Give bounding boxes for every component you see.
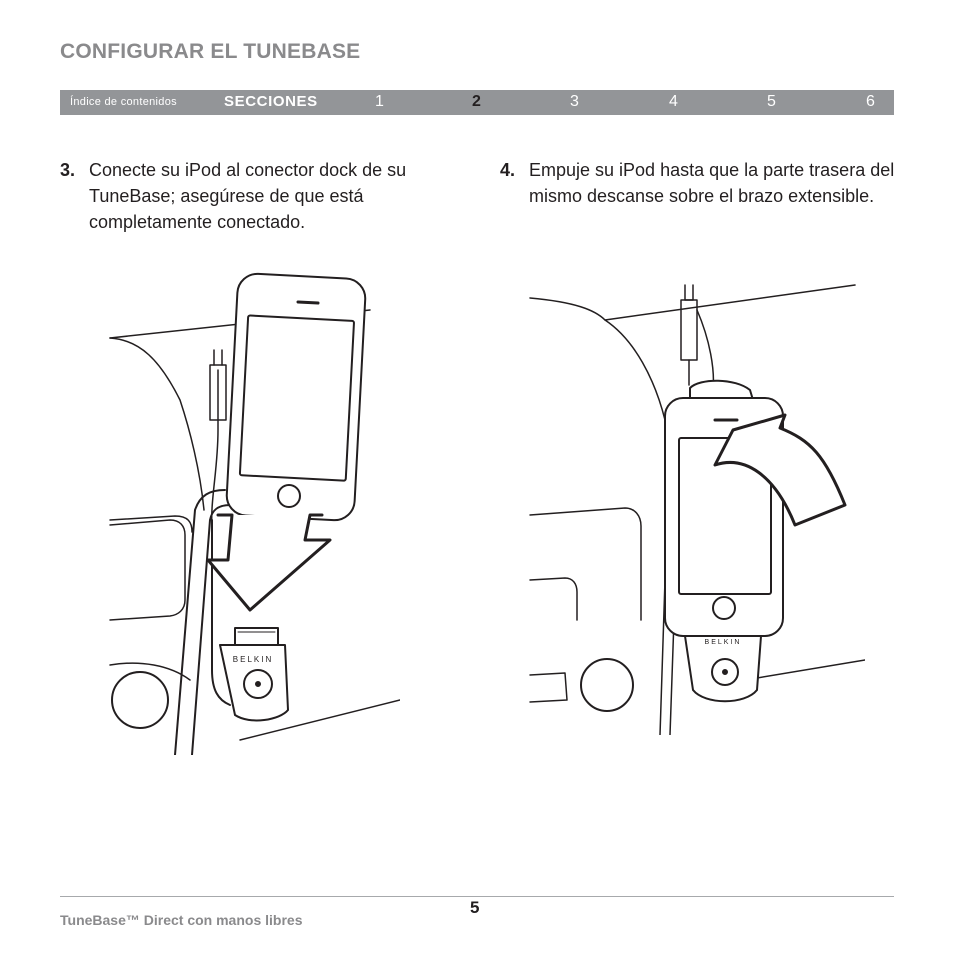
step-3-text: Conecte su iPod al conector dock de su TuneBase; asegúrese de que está completamente conectado. [89, 160, 407, 232]
footer-divider [60, 896, 894, 897]
sections-label: SECCIONES [224, 93, 318, 110]
belkin-dock-icon [685, 636, 761, 701]
illustration-push-ipod [525, 280, 865, 735]
step-3-number: 3. [60, 160, 76, 180]
step-4-number: 4. [500, 160, 516, 180]
step-4-text: Empuje su iPod hasta que la parte trasera del mismo descanse sobre el brazo extensible. [529, 160, 895, 206]
section-nav-bar [60, 90, 894, 115]
section-title: CONFIGURAR EL TUNEBASE [60, 40, 361, 63]
section-link-2[interactable]: 2 [472, 93, 481, 110]
down-arrow-icon [208, 515, 330, 610]
belkin-dock-icon [220, 628, 288, 720]
footer-product-title: TuneBase™ Direct con manos libres [60, 912, 303, 928]
section-link-3[interactable]: 3 [570, 93, 579, 110]
section-link-1[interactable]: 1 [375, 93, 384, 110]
section-link-5[interactable]: 5 [767, 93, 776, 110]
page-number: 5 [470, 898, 480, 917]
ipod-device-icon [226, 273, 366, 521]
section-link-4[interactable]: 4 [669, 93, 678, 110]
table-of-contents-link[interactable]: Índice de contenidos [70, 96, 177, 108]
belkin-label: BELKIN [704, 639, 742, 646]
belkin-label: BELKIN [232, 655, 274, 664]
section-link-6[interactable]: 6 [866, 93, 875, 110]
illustration-connect-ipod [100, 270, 400, 755]
